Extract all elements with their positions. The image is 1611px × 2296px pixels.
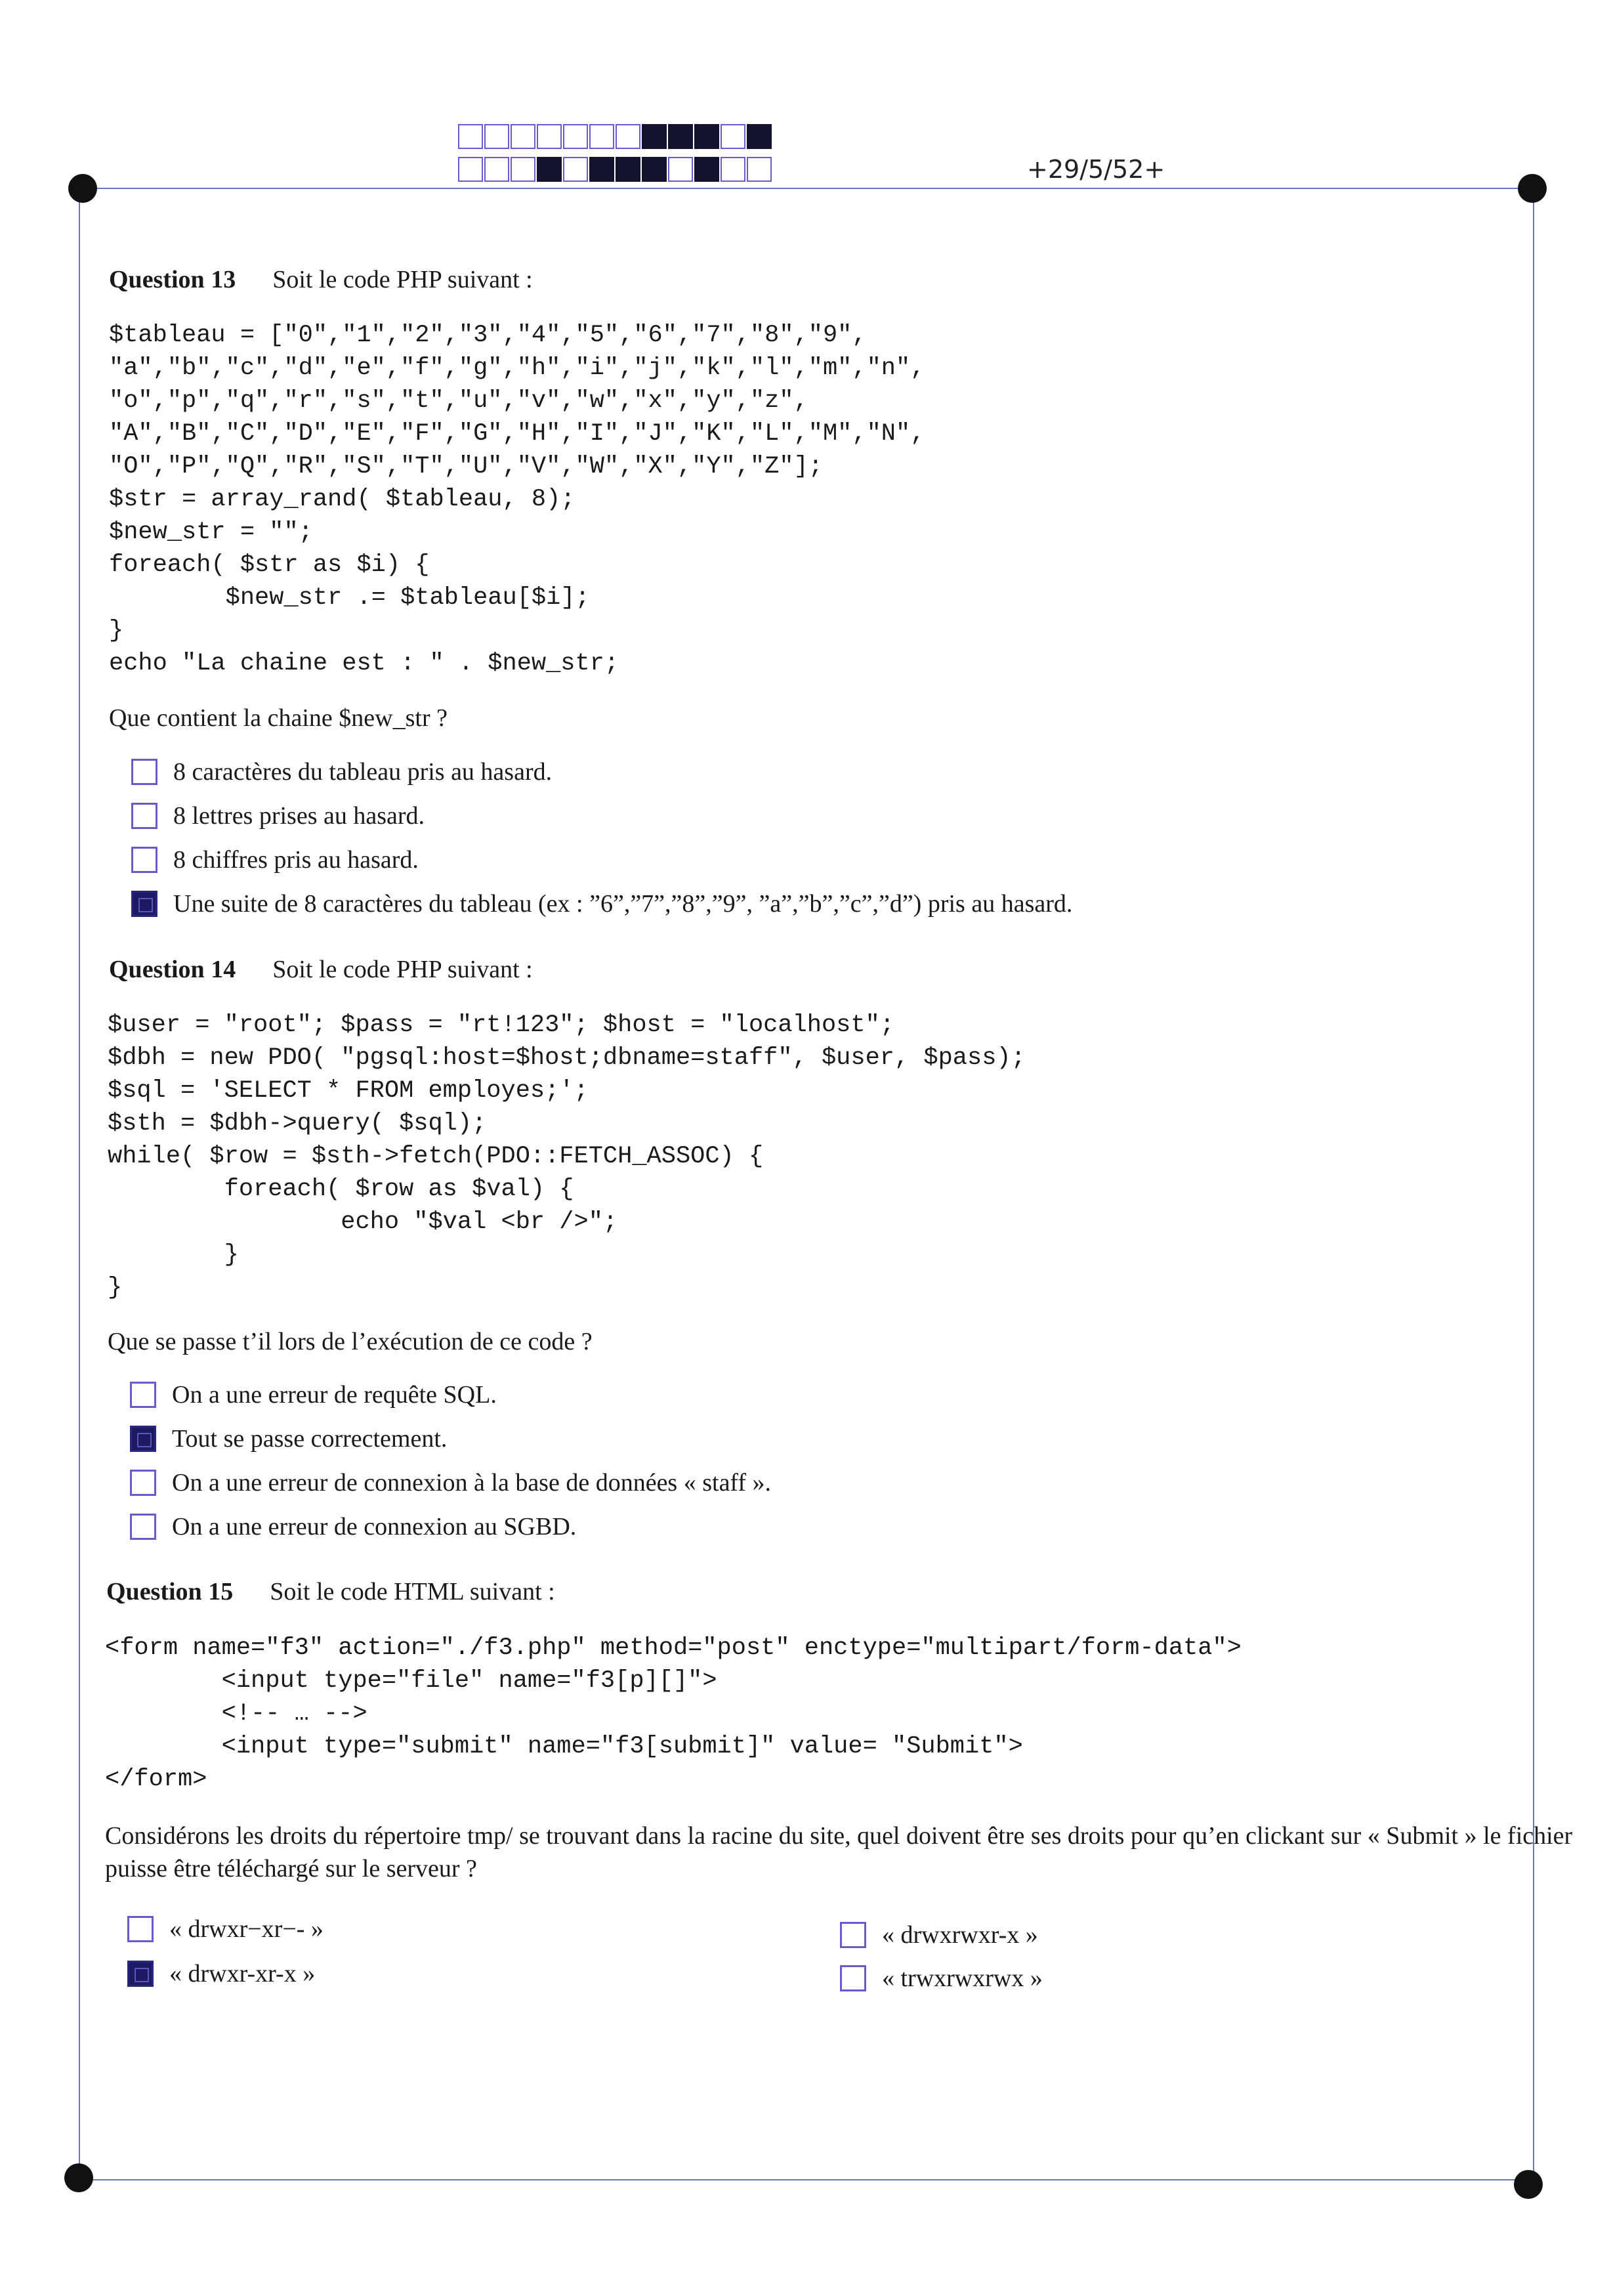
q15-option-2[interactable] — [127, 1959, 315, 1988]
barcode-cell-filled — [747, 124, 772, 149]
option-label: « drwxr-xr-x » — [169, 1960, 316, 1988]
option-label: Tout se passe correctement. — [172, 1425, 448, 1453]
answer-checkbox[interactable] — [130, 1514, 156, 1540]
answer-checkbox-checked[interactable] — [127, 1961, 154, 1987]
option-label: On a une erreur de connexion à la base de données « staff ». — [172, 1469, 772, 1497]
answer-checkbox[interactable] — [131, 803, 157, 829]
question-intro: Soit le code PHP suivant : — [272, 956, 533, 983]
option-label: « trwxrwxrwx » — [882, 1965, 1043, 1992]
answer-checkbox-checked[interactable] — [131, 891, 157, 917]
q13-option-2[interactable] — [131, 801, 425, 830]
q15-option-1[interactable] — [127, 1915, 324, 1944]
option-label: 8 chiffres pris au hasard. — [173, 846, 419, 874]
barcode-cell-empty — [537, 124, 562, 149]
barcode-cell-empty — [721, 157, 745, 182]
question-label: Question 15 — [106, 1578, 234, 1605]
q14-option-3[interactable] — [130, 1468, 771, 1497]
question-13-prompt: Que contient la chaine $new_str ? — [109, 704, 448, 732]
option-label: Une suite de 8 caractères du tableau (ex : ”6”,”7”,”8”,”9”, ”a”,”b”,”c”,”d”) pris au hasard. — [173, 890, 1073, 918]
answer-checkbox[interactable] — [840, 1922, 866, 1948]
question-13-heading — [109, 265, 533, 294]
q14-option-4[interactable] — [130, 1512, 576, 1541]
q15-option-4[interactable] — [840, 1964, 1043, 1993]
answer-checkbox-checked[interactable] — [130, 1426, 156, 1452]
option-label: 8 caractères du tableau pris au hasard. — [173, 758, 553, 786]
option-label: On a une erreur de connexion au SGBD. — [172, 1513, 577, 1541]
barcode-cell-empty — [616, 124, 640, 149]
question-13-code: $tableau = ["0","1","2","3","4","5","6","7","8","9", "a","b","c","d","e","f","g","h","i","j","k","l","m","n", "o","p","q","r","s","t","u","v","w","x","y","z", "A","B","C","D","E","F","G","H","I","J","K","L","M","N", "O","P","Q","R","S","T","U","V","W","X","Y","Z"]; $str = array_rand( $tableau, 8); $new_str = ""; foreach( $str as $i) { $new_str .= $tableau[$i]; } echo "La chaine est : " . $new_str; — [109, 322, 925, 677]
corner-mark-bottom-left — [64, 2163, 93, 2192]
barcode-cell-filled — [642, 124, 667, 149]
barcode-cell-empty — [511, 157, 535, 182]
option-label: 8 lettres prises au hasard. — [173, 802, 425, 830]
barcode-cell-filled — [668, 124, 693, 149]
barcode-cell-empty — [589, 124, 614, 149]
barcode-cell-empty — [747, 157, 772, 182]
question-15-prompt: Considérons les droits du répertoire tmp/ se trouvant dans la racine du site, quel doivent être ses droits pour qu’en clickant sur « Submit » le fichier puisse être téléchargé sur le serveur ? — [105, 1822, 1573, 1882]
q14-option-2[interactable] — [130, 1424, 447, 1453]
barcode-cell-empty — [563, 124, 588, 149]
question-label: Question 13 — [109, 266, 236, 293]
q14-option-1[interactable] — [130, 1380, 497, 1409]
barcode-cell-empty — [458, 157, 483, 182]
question-14-prompt: Que se passe t’il lors de l’exécution de ce code ? — [108, 1328, 593, 1355]
barcode-cell-empty — [458, 124, 483, 149]
option-label: « drwxr−xr−- » — [169, 1915, 324, 1943]
barcode-cell-filled — [589, 157, 614, 182]
question-15-code: <form name="f3" action="./f3.php" method="post" enctype="multipart/form-data"> <input type="file" name="f3[p][]"> <!-- … --> <input type="submit" name="f3[submit]" value= "Submit"> </form> — [105, 1634, 1242, 1793]
question-14-heading — [109, 955, 533, 984]
answer-checkbox[interactable] — [131, 847, 157, 873]
barcode-cell-empty — [484, 157, 509, 182]
q13-option-1[interactable] — [131, 757, 552, 786]
barcode-row-top — [458, 124, 773, 150]
question-15-heading — [106, 1577, 555, 1606]
question-label: Question 14 — [109, 956, 236, 983]
page-code: +29/5/52+ — [1027, 155, 1165, 184]
barcode-cell-empty — [721, 124, 745, 149]
option-label: On a une erreur de requête SQL. — [172, 1381, 497, 1409]
barcode-cell-filled — [694, 157, 719, 182]
q15-option-3[interactable] — [840, 1921, 1038, 1949]
barcode-row-bottom — [458, 157, 773, 183]
barcode-cell-filled — [642, 157, 667, 182]
barcode-cell-filled — [537, 157, 562, 182]
barcode-cell-empty — [668, 157, 693, 182]
question-intro: Soit le code HTML suivant : — [270, 1578, 555, 1605]
barcode-cell-filled — [616, 157, 640, 182]
q13-option-3[interactable] — [131, 845, 419, 874]
corner-mark-top-right — [1518, 174, 1547, 203]
corner-mark-top-left — [68, 174, 97, 203]
q13-option-4[interactable] — [131, 889, 1072, 918]
barcode-cell-empty — [511, 124, 535, 149]
option-label: « drwxrwxr-x » — [882, 1921, 1038, 1949]
question-14-code: $user = "root"; $pass = "rt!123"; $host = "localhost"; $dbh = new PDO( "pgsql:host=$host;dbname=staff", $user, $pass); $sql = 'SELECT * FROM employes;'; $sth = $dbh->query( $sql); while( $row = $sth->fetch(PDO::FETCH_ASSOC) { foreach( $row as $val) { echo "$val <br />"; } } — [108, 1011, 1026, 1302]
answer-checkbox[interactable] — [131, 759, 157, 785]
question-intro: Soit le code PHP suivant : — [272, 266, 533, 293]
answer-checkbox[interactable] — [127, 1916, 154, 1942]
answer-checkbox[interactable] — [840, 1965, 866, 1991]
answer-checkbox[interactable] — [130, 1470, 156, 1496]
barcode-cell-empty — [484, 124, 509, 149]
corner-mark-bottom-right — [1514, 2170, 1543, 2199]
barcode-cell-filled — [694, 124, 719, 149]
answer-checkbox[interactable] — [130, 1382, 156, 1408]
barcode-cell-empty — [563, 157, 588, 182]
